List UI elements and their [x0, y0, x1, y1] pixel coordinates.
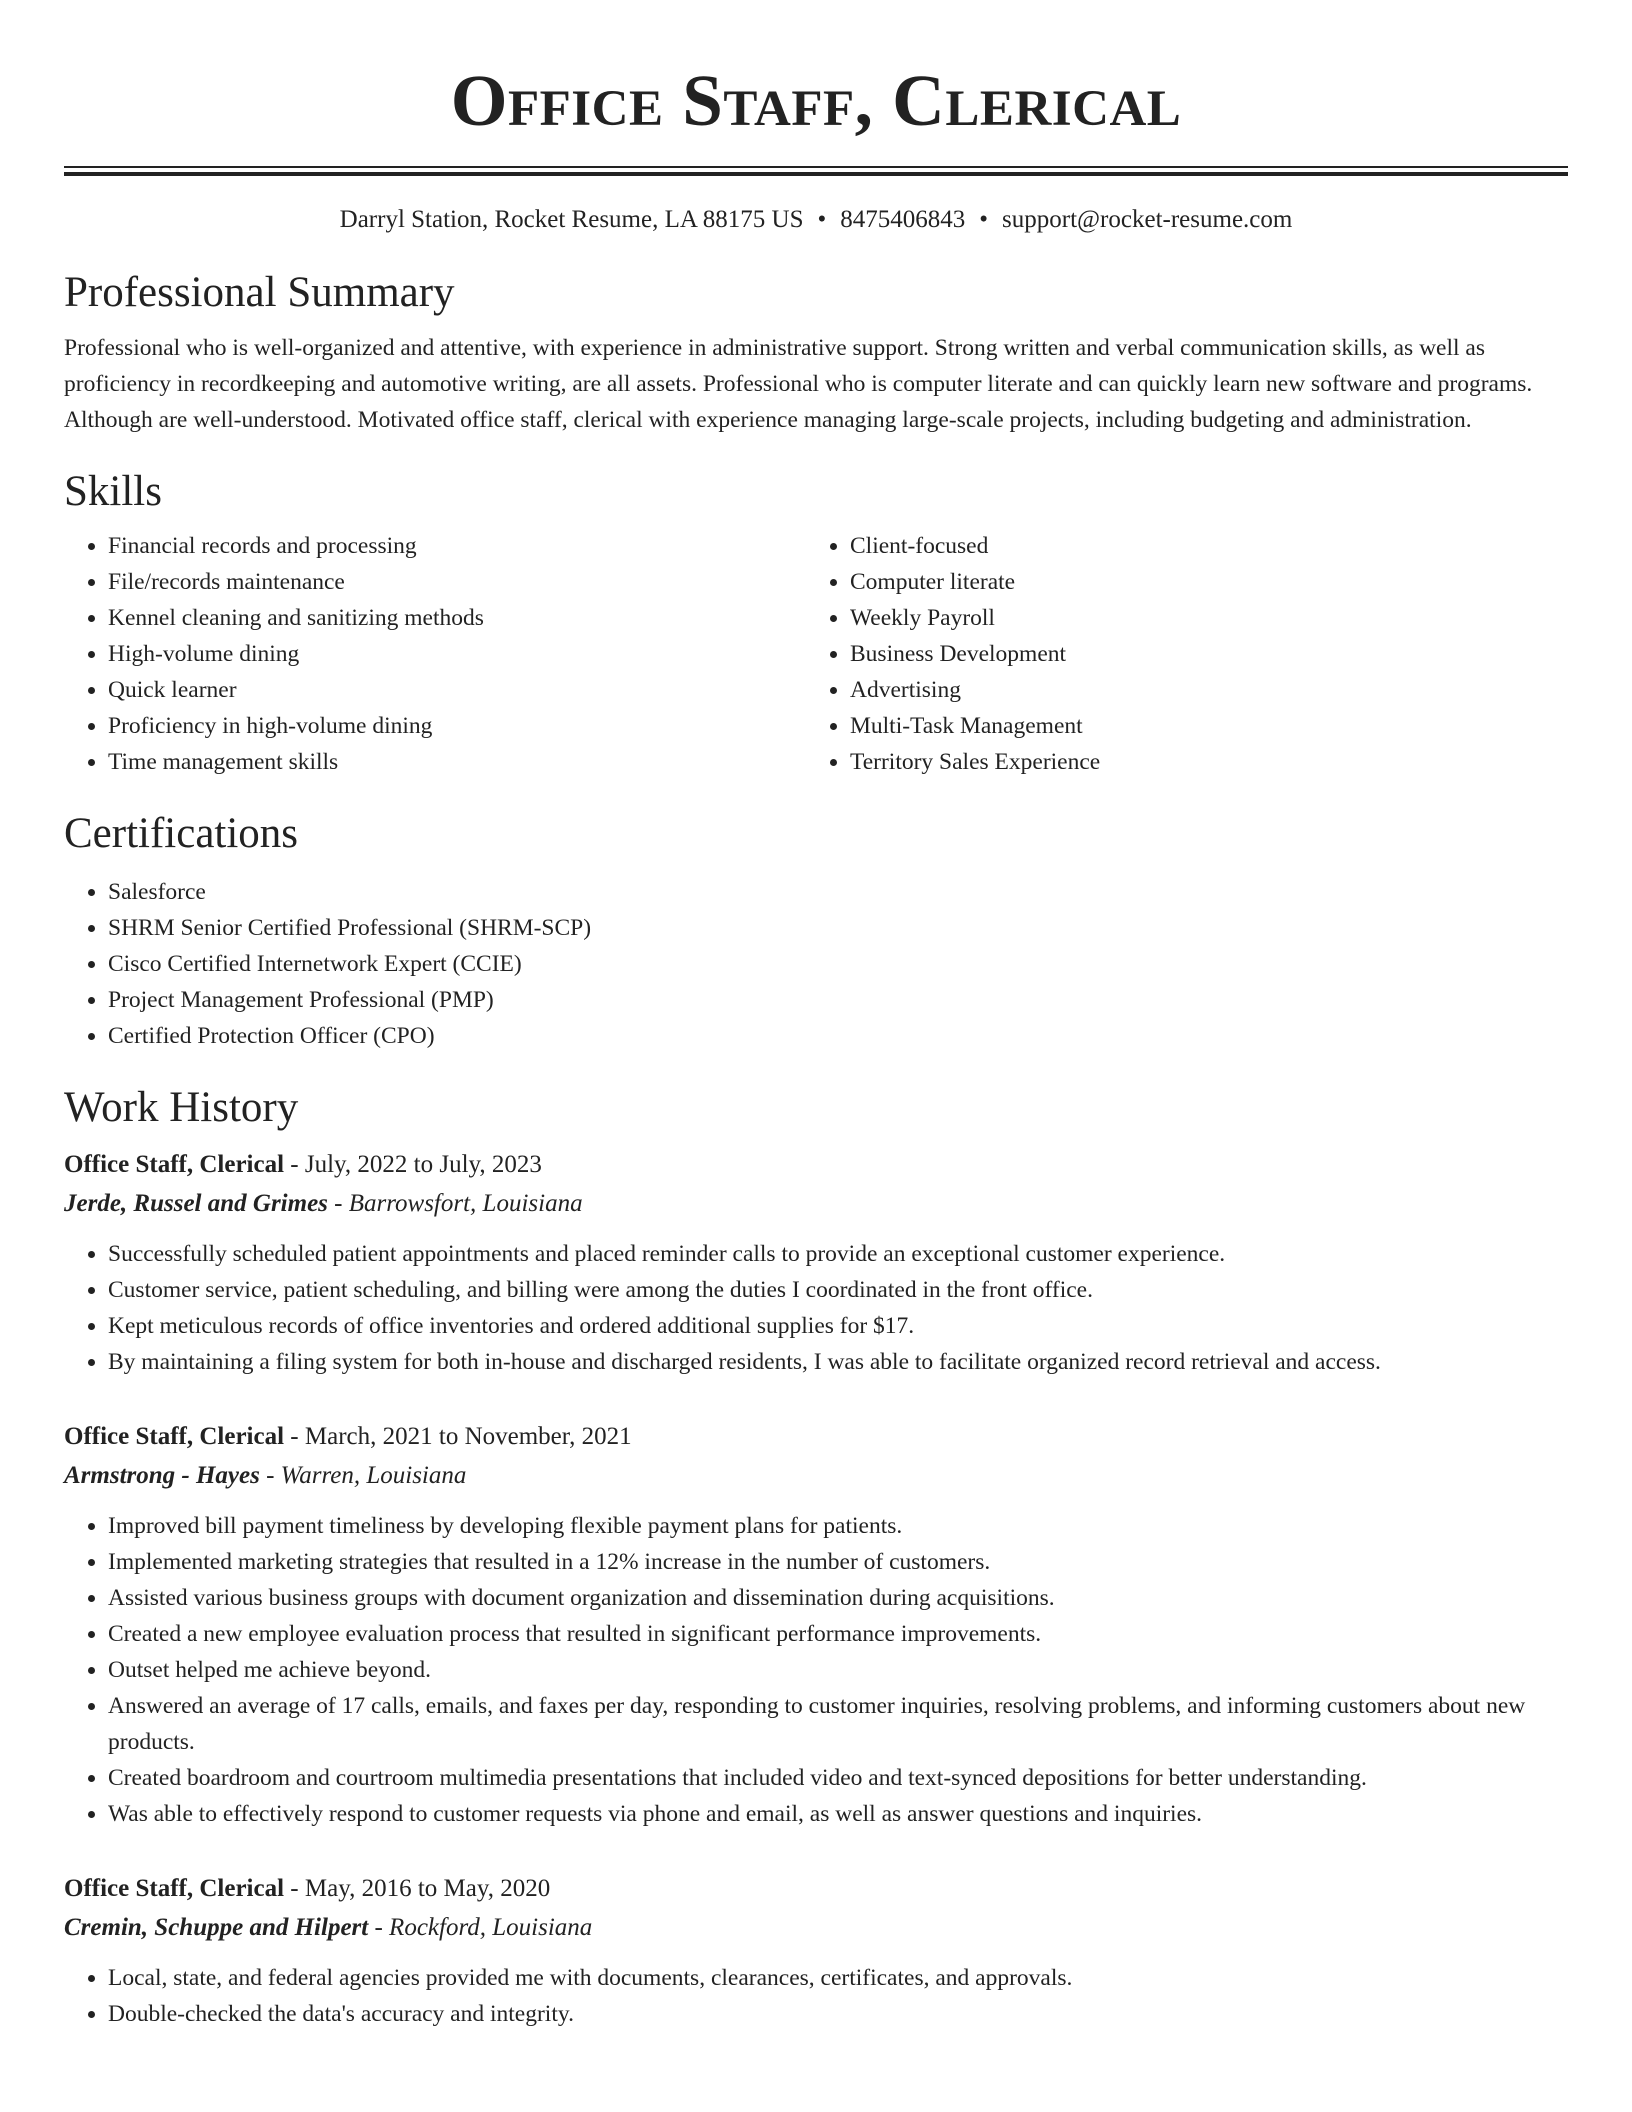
job-role: Office Staff, Clerical	[64, 1875, 285, 1902]
job-dates: - May, 2016 to May, 2020	[284, 1875, 551, 1902]
certification-item: • Cisco Certified Internetwork Expert (CCIE)	[108, 946, 1568, 982]
job-duty: • Double-checked the data's accuracy and integrity.	[108, 1996, 1568, 2032]
job-location: - Warren, Louisiana	[259, 1462, 467, 1489]
job-duty: • Created boardroom and courtroom multimedia presentations that included video and text-synced depositions for better understanding.	[108, 1760, 1568, 1796]
summary-text: Professional who is well-organized and attentive, with experience in administrative support. Strong written and verbal communication skills, as well as proficiency in recordkeeping and automotive writing, are all assets. Professional who is computer literate and can quickly learn new software and programs. Although are well-understood. Motivated office staff, clerical with experience managing large-scale projects, including budgeting and administration.	[64, 335, 1533, 433]
job-duty: • Kept meticulous records of office inventories and ordered additional supplies for $17.	[108, 1308, 1568, 1344]
certifications-list	[64, 874, 1568, 1054]
job-company: Cremin, Schuppe and Hilpert	[64, 1914, 369, 1941]
skills-list-left	[64, 528, 806, 780]
job-company-line	[64, 1908, 1568, 1948]
contact-address: Darryl Station, Rocket Resume, LA 88175 US	[339, 206, 804, 233]
skill-item: • File/records maintenance	[108, 564, 806, 600]
job-duties-list	[64, 1960, 1568, 2032]
contact-phone: 8475406843	[840, 206, 966, 233]
contact-separator: •	[979, 206, 989, 233]
job-entry	[64, 1146, 1568, 1380]
job-company-line	[64, 1456, 1568, 1496]
job-company-line	[64, 1184, 1568, 1224]
summary-heading: Professional Summary	[64, 269, 455, 316]
job-duties-list	[64, 1236, 1568, 1380]
skill-item: • Business Development	[850, 636, 1548, 672]
certification-item: • Project Management Professional (PMP)	[108, 982, 1568, 1018]
job-duty: • Was able to effectively respond to customer requests via phone and email, as well as answer questions and inquiries.	[108, 1796, 1568, 1832]
skill-item: • Time management skills	[108, 744, 806, 780]
skills-list-right	[806, 528, 1548, 780]
resume-page	[64, 0, 1568, 2032]
skill-item: • Kennel cleaning and sanitizing methods	[108, 600, 806, 636]
certification-item: • SHRM Senior Certified Professional (SHRM-SCP)	[108, 910, 1568, 946]
job-duty: • Answered an average of 17 calls, emails, and faxes per day, responding to customer inquiries, resolving problems, and informing customers about new products.	[108, 1688, 1568, 1760]
certification-item: • Certified Protection Officer (CPO)	[108, 1018, 1568, 1054]
contact-separator: •	[817, 206, 827, 233]
skills-column-left	[64, 528, 806, 780]
job-location: - Barrowsfort, Louisiana	[327, 1190, 583, 1217]
job-duty: • Outset helped me achieve beyond.	[108, 1652, 1568, 1688]
contact-email: support@rocket-resume.com	[1002, 206, 1293, 233]
skill-item: • Client-focused	[850, 528, 1548, 564]
certifications-heading: Certifications	[64, 810, 299, 857]
skill-item: • Advertising	[850, 672, 1548, 708]
skill-item: • Territory Sales Experience	[850, 744, 1548, 780]
job-company: Armstrong - Hayes	[64, 1462, 260, 1489]
contact-line	[64, 205, 1568, 235]
job-entry	[64, 1870, 1568, 2032]
job-duty: • Customer service, patient scheduling, and billing were among the duties I coordinated in the front office.	[108, 1272, 1568, 1308]
job-entry	[64, 1418, 1568, 1832]
skill-item: • Multi-Task Management	[850, 708, 1548, 744]
skill-item: • Financial records and processing	[108, 528, 806, 564]
job-duty: • Assisted various business groups with document organization and dissemination during acquisitions.	[108, 1580, 1568, 1616]
job-company: Jerde, Russel and Grimes	[64, 1190, 328, 1217]
job-duty: • Created a new employee evaluation process that resulted in significant performance improvements.	[108, 1616, 1568, 1652]
skills-column-right	[806, 528, 1548, 780]
skill-item: • High-volume dining	[108, 636, 806, 672]
skills-grid	[64, 528, 1568, 780]
skill-item: • Proficiency in high-volume dining	[108, 708, 806, 744]
skills-heading: Skills	[64, 468, 162, 515]
job-dates: - March, 2021 to November, 2021	[284, 1423, 632, 1450]
job-location: - Rockford, Louisiana	[368, 1914, 593, 1941]
certification-item: • Salesforce	[108, 874, 1568, 910]
header-divider	[64, 166, 1568, 168]
job-dates: - July, 2022 to July, 2023	[284, 1151, 542, 1178]
work-history-heading: Work History	[64, 1084, 299, 1131]
job-duty: • Improved bill payment timeliness by developing flexible payment plans for patients.	[108, 1508, 1568, 1544]
job-header	[64, 1418, 1568, 1456]
resume-title: Office Staff, Clerical	[450, 60, 1182, 141]
job-duties-list	[64, 1508, 1568, 1832]
job-duty: • By maintaining a filing system for both in-house and discharged residents, I was able to facilitate organized record retrieval and access.	[108, 1344, 1568, 1380]
job-duty: • Local, state, and federal agencies provided me with documents, clearances, certificates, and approvals.	[108, 1960, 1568, 1996]
job-header	[64, 1870, 1568, 1908]
skill-item: • Computer literate	[850, 564, 1548, 600]
job-duty: • Successfully scheduled patient appointments and placed reminder calls to provide an exceptional customer experience.	[108, 1236, 1568, 1272]
job-role: Office Staff, Clerical	[64, 1423, 285, 1450]
skill-item: • Quick learner	[108, 672, 806, 708]
skill-item: • Weekly Payroll	[850, 600, 1548, 636]
job-duty: • Implemented marketing strategies that resulted in a 12% increase in the number of customers.	[108, 1544, 1568, 1580]
job-role: Office Staff, Clerical	[64, 1151, 285, 1178]
job-header	[64, 1146, 1568, 1184]
